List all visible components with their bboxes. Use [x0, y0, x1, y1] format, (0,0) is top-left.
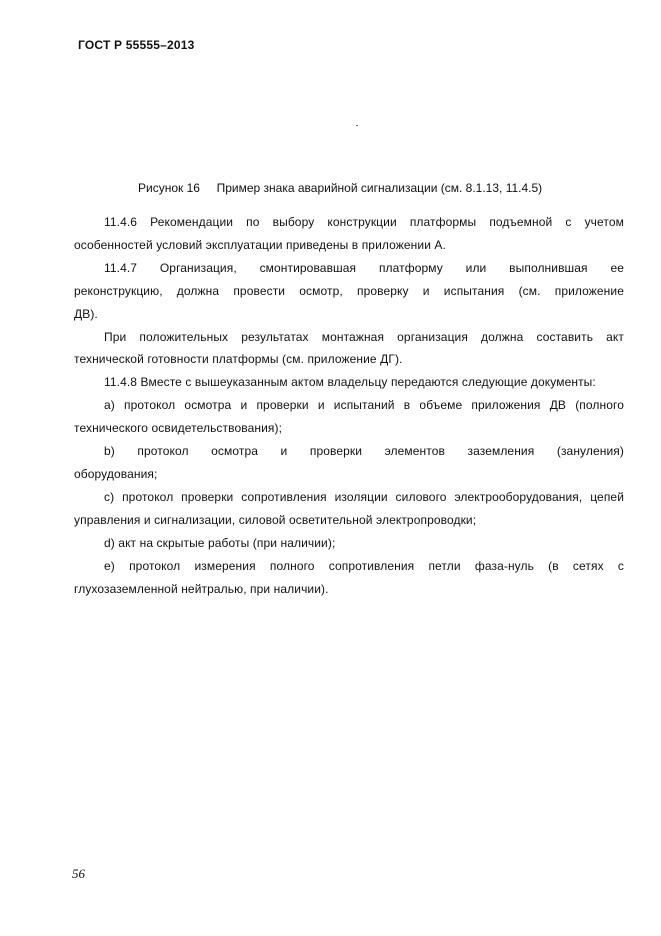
paragraph-acceptance-act: При положительных результатах монтажная организация должна составить акт технической готовности платформы (см. приложение ДГ). — [74, 329, 624, 367]
paragraph-11-4-7: 11.4.7 Организация, смонтировавшая платформу или выполнившая ее реконструкцию, должна провести осмотр, проверку и испытания (см. приложение ДВ). — [74, 260, 624, 321]
figure-caption: Рисунок 16 Пример знака аварийной сигнализации (см. 8.1.13, 11.4.5) — [138, 181, 543, 195]
list-item-c: с) протокол проверки сопротивления изоляции силового электрооборудования, цепей управления и сигнализации, силовой осветительной электропроводки; — [74, 489, 624, 527]
list-item-e: е) протокол измерения полного сопротивления петли фаза-нуль (в сетях с глухозаземленной нейтралью, при наличии). — [74, 558, 624, 596]
document-body — [74, 211, 624, 600]
list-item-b: b) протокол осмотра и проверки элементов заземления (зануления) оборудования; — [74, 444, 624, 481]
paragraph-11-4-8: 11.4.8 Вместе с вышеуказанным актом владельцу передаются следующие документы: — [104, 375, 596, 390]
paragraph-11-4-6: 11.4.6 Рекомендации по выбору конструкции платформы подъемной с учетом особенностей условий эксплуатации приведены в приложении А. — [74, 215, 624, 252]
figure-placeholder-mark — [356, 125, 358, 126]
list-item-d: d) акт на скрытые работы (при наличии); — [104, 535, 336, 550]
page-number: 56 — [72, 866, 85, 881]
document-code-header: ГОСТ Р 55555–2013 — [78, 38, 195, 52]
list-item-a: а) протокол осмотра и проверки и испытаний в объеме приложения ДВ (полного технического освидетельствования); — [74, 398, 624, 436]
